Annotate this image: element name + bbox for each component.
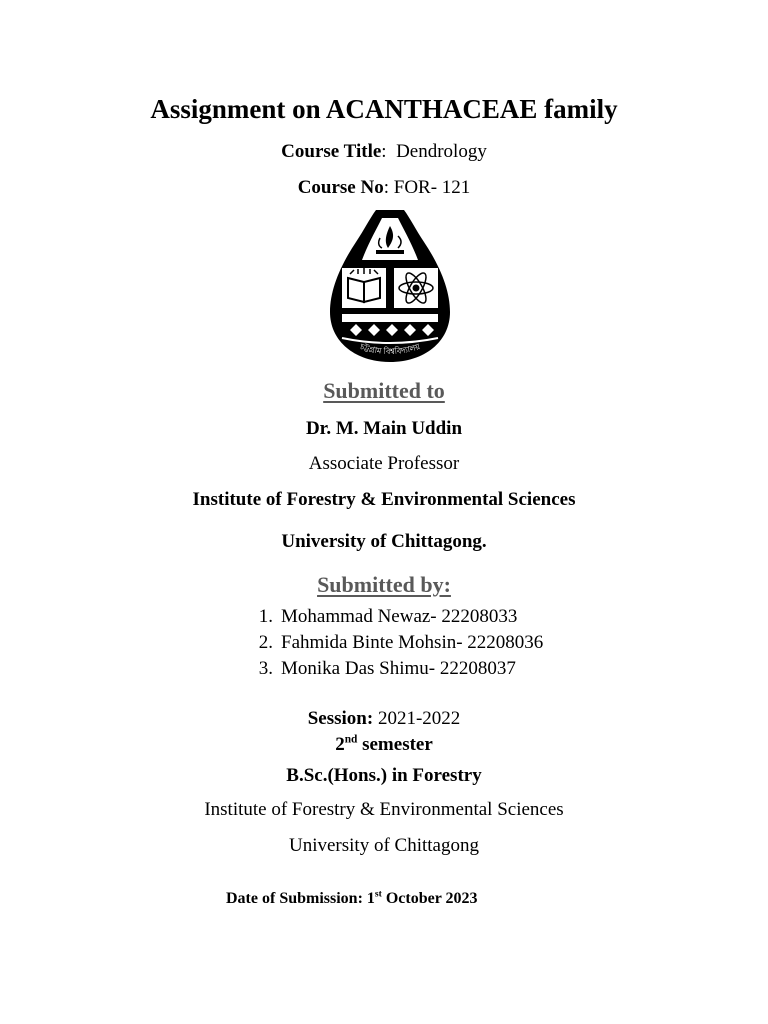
session-line: [0, 708, 768, 730]
list-item-number: 2.: [258, 632, 273, 653]
list-item-number: 3.: [258, 658, 273, 679]
supervisor-name: Dr. M. Main Uddin: [305, 418, 463, 439]
submitted-to-heading-line: [0, 378, 768, 404]
university-line: University of Chittagong: [289, 835, 479, 856]
submission-day: 1: [366, 890, 375, 907]
member-list: [249, 604, 543, 682]
semester-number: 2: [335, 734, 345, 755]
list-item-text: Mohammad Newaz- 22208033: [281, 606, 518, 627]
course-no-label: Course No: [297, 177, 384, 198]
session-label: Session:: [307, 708, 374, 729]
submitted-by-heading: Submitted by:: [317, 572, 451, 597]
submitted-by-heading-line: [0, 572, 768, 598]
institute-line: Institute of Forestry & Environmental Sciences: [204, 799, 564, 820]
supervisor-institute: Institute of Forestry & Environmental Sciences: [192, 489, 576, 510]
logo-caption: চট্টগ্রাম বিশ্ববিদ্যালয়: [358, 342, 422, 357]
document-title: Assignment on ACANTHACEAE family: [150, 94, 618, 124]
semester-text: semester: [362, 734, 433, 755]
submission-day-suffix: st: [374, 888, 382, 900]
submission-date-label: Date of Submission:: [226, 890, 363, 907]
list-item: [249, 630, 543, 656]
semester-line: [0, 734, 768, 756]
course-title-value: Dendrology: [396, 141, 487, 162]
list-item-number: 1.: [258, 606, 273, 627]
course-no-value: FOR- 121: [393, 177, 471, 198]
list-item: [249, 604, 543, 630]
supervisor-designation: Associate Professor: [308, 453, 460, 474]
submitted-to-heading: Submitted to: [323, 378, 445, 403]
list-item-text: Fahmida Binte Mohsin- 22208036: [281, 632, 544, 653]
university-logo: [328, 208, 452, 364]
submission-date-line: [226, 890, 478, 908]
degree-line: B.Sc.(Hons.) in Forestry: [286, 765, 482, 786]
list-item: [249, 656, 543, 682]
supervisor-university: University of Chittagong.: [281, 531, 487, 552]
submission-month-year: October 2023: [385, 890, 478, 907]
course-no-line: Course No: FOR- 121: [297, 177, 471, 198]
course-title-line: Course Title: Dendrology: [281, 141, 487, 162]
session-value: 2021-2022: [377, 708, 461, 729]
list-item-text: Monika Das Shimu- 22208037: [281, 658, 516, 679]
course-title-label: Course Title: [281, 141, 382, 162]
semester-suffix: nd: [344, 733, 358, 746]
